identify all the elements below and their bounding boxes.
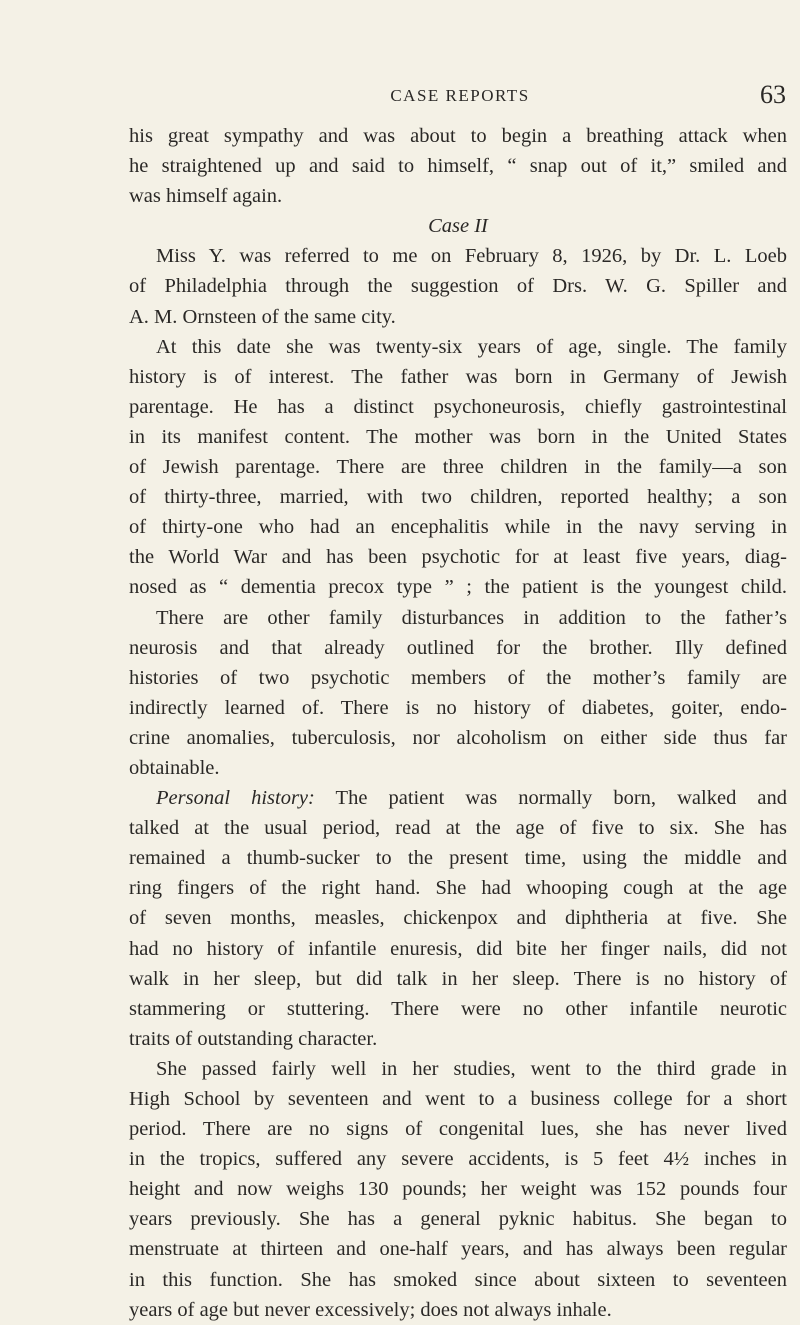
text-line: in the tropics, suffered any severe accidents, is 5 feet 4½ inches in bbox=[129, 1148, 787, 1171]
text-line: of thirty-one who had an encephalitis while in the navy serving in bbox=[129, 516, 787, 539]
text-line: his great sympathy and was about to begin a breathing attack when bbox=[129, 125, 787, 147]
text-line: stammering or stuttering. There were no other infantile neurotic bbox=[129, 997, 787, 1020]
text-line-continuation: The patient was normally born, walked and bbox=[314, 787, 787, 810]
text-line: of seven months, measles, chickenpox and diphtheria at five. She bbox=[129, 907, 787, 930]
text-line: traits of outstanding character. bbox=[129, 1027, 378, 1050]
text-line: was himself again. bbox=[129, 185, 283, 208]
text-line: neurosis and that already outlined for the brother. Illy defined bbox=[129, 636, 787, 659]
page-number: 63 bbox=[760, 80, 786, 109]
text-line: She passed fairly well in her studies, went to the third grade in bbox=[156, 1057, 787, 1080]
running-title: CASE REPORTS bbox=[390, 86, 530, 105]
text-line: A. M. Ornsteen of the same city. bbox=[129, 305, 396, 328]
text-line: Miss Y. was referred to me on February 8, 1926, by Dr. L. Loeb bbox=[156, 245, 787, 268]
text-line: High School by seventeen and went to a business college for a short bbox=[129, 1088, 787, 1110]
text-line: nosed as “ dementia precox type ” ; the patient is the youngest child. bbox=[129, 576, 787, 599]
text-line: obtainable. bbox=[129, 756, 220, 779]
text-line: the World War and has been psychotic for at least five years, diag- bbox=[129, 546, 787, 569]
text-line: he straightened up and said to himself, “ snap out of it,” smiled and bbox=[129, 155, 787, 178]
text-line bbox=[129, 783, 787, 813]
text-line: menstruate at thirteen and one-half years, and has always been regular bbox=[129, 1238, 787, 1261]
text-line: crine anomalies, tuberculosis, nor alcoholism on either side thus far bbox=[129, 726, 787, 749]
text-line: height and now weighs 130 pounds; her weight was 152 pounds four bbox=[129, 1178, 787, 1201]
subheading-personal-history: Personal history: bbox=[156, 787, 315, 810]
text-line: in its manifest content. The mother was born in the United States bbox=[129, 425, 787, 448]
text-line: parentage. He has a distinct psychoneurosis, chiefly gastrointestinal bbox=[129, 395, 787, 418]
text-line: period. There are no signs of congenital lues, she has never lived bbox=[129, 1118, 787, 1141]
text-line: indirectly learned of. There is no history of diabetes, goiter, endo- bbox=[129, 696, 787, 719]
section-heading: Case II bbox=[428, 215, 488, 238]
text-line: of thirty-three, married, with two children, reported healthy; a son bbox=[129, 486, 787, 509]
text-line: of Jewish parentage. There are three children in the family—a son bbox=[129, 456, 787, 479]
text-line: There are other family disturbances in addition to the father’s bbox=[156, 606, 787, 629]
text-line: of Philadelphia through the suggestion of Drs. W. G. Spiller and bbox=[129, 275, 787, 298]
text-line: in this function. She has smoked since about sixteen to seventeen bbox=[129, 1268, 787, 1291]
text-line: had no history of infantile enuresis, did bite her finger nails, did not bbox=[129, 937, 787, 960]
text-line: remained a thumb-sucker to the present time, using the middle and bbox=[129, 847, 787, 870]
text-line: walk in her sleep, but did talk in her sleep. There is no history of bbox=[129, 967, 787, 990]
running-header bbox=[130, 82, 790, 112]
text-line: talked at the usual period, read at the age of five to six. She has bbox=[129, 817, 787, 840]
body-text bbox=[129, 121, 787, 1325]
text-line: years of age but never excessively; does not always inhale. bbox=[129, 1298, 612, 1321]
text-line: history is of interest. The father was born in Germany of Jewish bbox=[129, 365, 787, 388]
text-line: histories of two psychotic members of the mother’s family are bbox=[129, 666, 787, 689]
text-line: At this date she was twenty-six years of age, single. The family bbox=[156, 335, 787, 358]
text-line: years previously. She has a general pyknic habitus. She began to bbox=[129, 1208, 787, 1231]
text-line: ring fingers of the right hand. She had whooping cough at the age bbox=[129, 877, 787, 900]
